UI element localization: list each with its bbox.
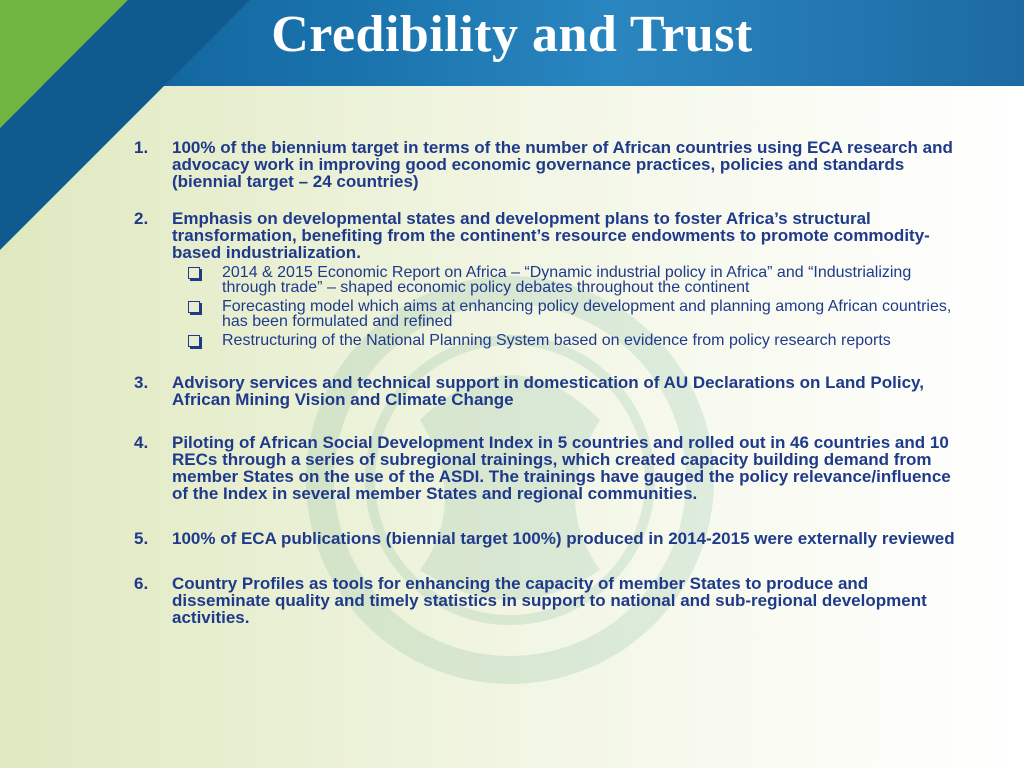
sub-item-text: 2014 & 2015 Economic Report on Africa – “Dynamic industrial policy in Africa” and “Industrializing through trade” – shaped economic policy debates throughout the continent: [222, 264, 912, 296]
item-number: 4.: [134, 433, 149, 452]
sub-item-1: [184, 265, 964, 295]
list-item-2: [134, 210, 964, 348]
item-text: 100% of the biennium target in terms of the number of African countries using ECA research and advocacy work in improving good economic governance practices, policies and standards (biennial target – 24 countries): [172, 138, 953, 191]
list-item-3: [134, 374, 964, 408]
item-text: Advisory services and technical support in domestication of AU Declarations on Land Policy, African Mining Vision and Climate Change: [172, 373, 924, 409]
list-item-1: [134, 139, 964, 190]
item-number: 2.: [134, 209, 149, 228]
item-number: 6.: [134, 574, 149, 593]
item-text: 100% of ECA publications (biennial target 100%) produced in 2014-2015 were externally reviewed: [172, 529, 955, 548]
sub-item-3: [184, 333, 964, 348]
item-number: 5.: [134, 529, 149, 548]
checkbox-bullet-icon: [188, 301, 200, 313]
achievements-list: [134, 139, 964, 626]
sub-item-text: Forecasting model which aims at enhancing policy development and planning among African countries, has been formulated and refined: [222, 298, 952, 330]
item-number: 1.: [134, 138, 149, 157]
checkbox-bullet-icon: [188, 335, 200, 347]
sub-item-text: Restructuring of the National Planning System based on evidence from policy research reports: [222, 332, 891, 349]
slide-title: Credibility and Trust: [271, 6, 753, 63]
sub-item-2: [184, 299, 964, 329]
list-item-6: [134, 575, 964, 626]
checkbox-bullet-icon: [188, 267, 200, 279]
list-item-4: [134, 434, 964, 502]
sub-list: [184, 265, 964, 348]
item-text: Country Profiles as tools for enhancing the capacity of member States to produce and disseminate quality and timely statistics in support to national and sub-regional development activities.: [172, 574, 927, 627]
item-number: 3.: [134, 373, 149, 392]
item-text: Piloting of African Social Development Index in 5 countries and rolled out in 46 countries and 10 RECs through a series of subregional trainings, which created capacity building demand from member States on the use of the ASDI. The trainings have gauged the policy relevance/influence of the Index in several member States and regional communities.: [172, 433, 951, 503]
item-text: Emphasis on developmental states and development plans to foster Africa’s structural transformation, benefiting from the continent’s resource endowments to promote commodity-based industrialization.: [172, 209, 930, 262]
list-item-5: [134, 530, 964, 547]
